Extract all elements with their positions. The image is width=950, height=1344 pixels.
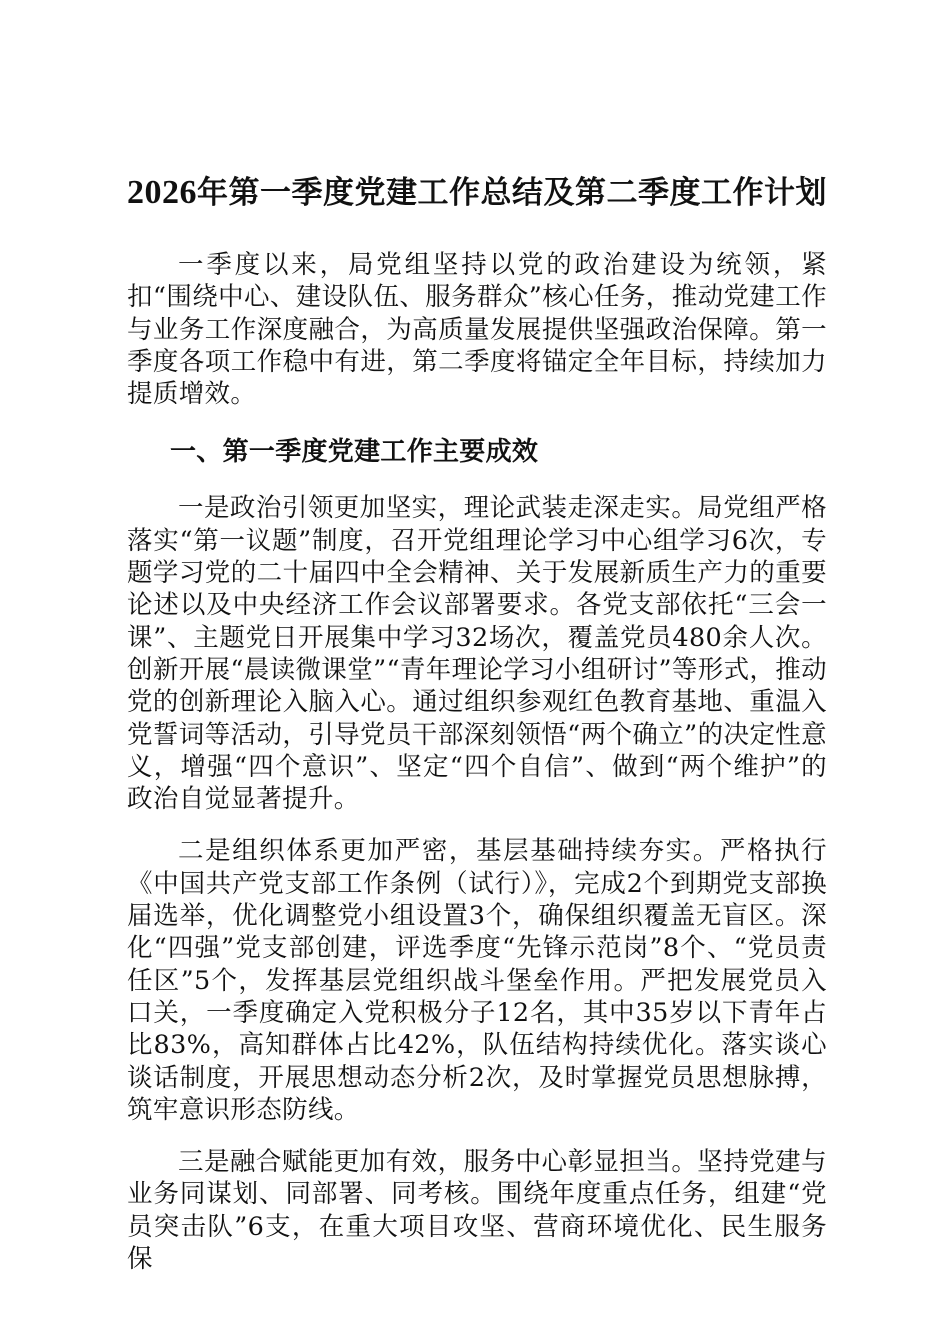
document-title: [127, 170, 827, 216]
intro-paragraph: 一季度以来，局党组坚持以党的政治建设为统领，紧扣“围绕中心、建设队伍、服务群众”核心任务，推动党建工作与业务工作深度融合，为高质量发展提供坚强政治保障。第一季度各项工作稳中有进，第二季度将锚定全年目标，持续加力提质增效。: [127, 250, 827, 410]
title-year: 2026: [127, 174, 197, 211]
body-paragraph-2: 二是组织体系更加严密，基层基础持续夯实。严格执行《中国共产党支部工作条例（试行）》，完成2个到期党支部换届选举，优化调整党小组设置3个，确保组织覆盖无盲区。深化“四强”党支部创建，评选季度“先锋示范岗”8个、“党员责任区”5个，发挥基层党组织战斗堡垒作用。严把发展党员入口关，一季度确定入党积极分子12名，其中35岁以下青年占比83%，高知群体占比42%，队伍结构持续优化。落实谈心谈话制度，开展思想动态分析2次，及时掌握党员思想脉搏，筑牢意识形态防线。: [127, 836, 827, 1125]
document-page: [127, 170, 827, 1275]
body-paragraph-1: 一是政治引领更加坚实，理论武装走深走实。局党组严格落实“第一议题”制度，召开党组理论学习中心组学习6次，专题学习党的二十届四中全会精神、关于发展新质生产力的重要论述以及中央经济工作会议部署要求。各党支部依托“三会一课”、主题党日开展集中学习32场次，覆盖党员480余人次。创新开展“晨读微课堂”“青年理论学习小组研讨”等形式，推动党的创新理论入脑入心。通过组织参观红色教育基地、重温入党誓词等活动，引导党员干部深刻领悟“两个确立”的决定性意义，增强“四个意识”、坚定“四个自信”、做到“两个维护”的政治自觉显著提升。: [127, 493, 827, 815]
body-paragraph-3: 三是融合赋能更加有效，服务中心彰显担当。坚持党建与业务同谋划、同部署、同考核。围绕年度重点任务，组建“党员突击队”6支，在重大项目攻坚、营商环境优化、民生服务保: [127, 1147, 827, 1275]
title-text: 年第一季度党建工作总结及第二季度工作计划: [197, 175, 827, 211]
section-heading: 一、第一季度党建工作主要成效: [170, 437, 539, 468]
